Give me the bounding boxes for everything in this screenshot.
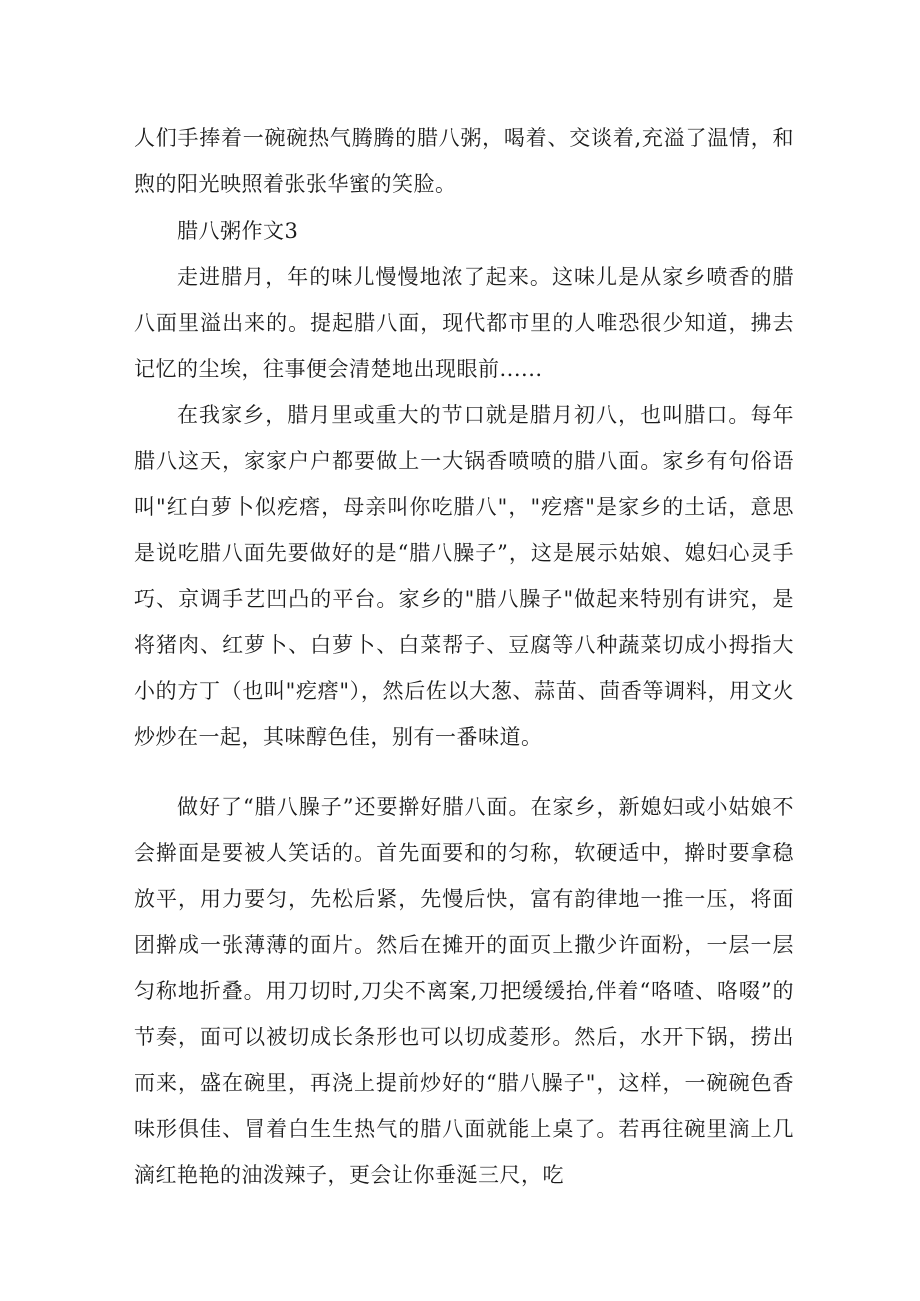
- paragraph-noodles: 做好了“腊八臊子”还要擀好腊八面。在家乡，新媳妇或小姑娘不会擀面是要被人笑话的。首先面要和的匀称，软硬适中，擀时要拿稳放平，用力要匀，先松后紧，先慢后快，富有韵律地一推一压，将面团擀成一张薄薄的面片。然后在摊开的面页上撒少许面粉，一层一层匀称地折叠。用刀切时,刀尖不离案,刀把缓缓抬,伴着“咯喳、咯啜”的节奏，面可以被切成长条形也可以切成菱形。然后，水开下锅，捞出而来，盛在碗里，再浇上提前炒好的“腊八臊子"，这样，一碗碗色香味形俱佳、冒着白生生热气的腊八面就能上桌了。若再往碗里滴上几滴红艳艳的油泼辣子，更会让你垂涎三尺，吃: [134, 795, 794, 1187]
- paragraph-continuation: 人们手捧着一碗碗热气腾腾的腊八粥，喝着、交谈着,充溢了温情，和煦的阳光映照着张张华蜜的笑脸。: [134, 126, 794, 196]
- paragraph-intro: 走进腊月，年的味儿慢慢地浓了起来。这味儿是从家乡喷香的腊八面里溢出来的。提起腊八面，现代都市里的人唯恐很少知道，拂去记忆的尘埃，往事便会清楚地出现眼前......: [134, 265, 794, 381]
- section-heading: 腊八粥作文3: [177, 219, 299, 243]
- paragraph-custom: 在我家乡，腊月里或重大的节口就是腊月初八，也叫腊口。每年腊八这天，家家户户都要做上一大锅香喷喷的腊八面。家乡有句俗语叫"红白萝卜似疙瘩，母亲叫你吃腊八"，"疙瘩"是家乡的土话，意思是说吃腊八面先要做好的是“腊八臊子”，这是展示姑娘、媳妇心灵手巧、京调手艺凹凸的平台。家乡的"腊八臊子"做起来特别有讲究，是将猪肉、红萝卜、白萝卜、白菜帮子、豆腐等八种蔬菜切成小拇指大小的方丁（也叫"疙瘩"），然后佐以大葱、蒜苗、茴香等调料，用文火炒炒在一起，其味醇色佳，别有一番味道。: [134, 403, 794, 749]
